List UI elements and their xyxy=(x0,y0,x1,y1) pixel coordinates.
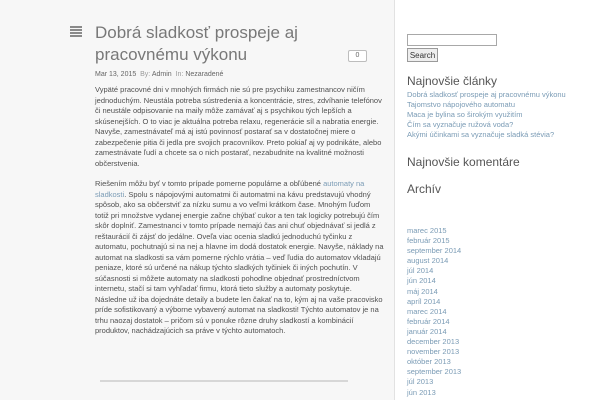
archive-link[interactable]: august 2014 xyxy=(407,256,449,266)
recent-posts-list xyxy=(407,90,587,140)
post-in-label: In: xyxy=(175,71,184,78)
sidebar xyxy=(395,0,600,400)
archive-link[interactable]: júl 2013 xyxy=(407,377,434,387)
archive-link[interactable]: február 2015 xyxy=(407,236,450,246)
archive-link[interactable]: marec 2014 xyxy=(407,306,447,316)
recent-comments-title: Najnovšie komentáre xyxy=(407,155,520,169)
archive-link[interactable]: október 2013 xyxy=(407,357,451,367)
post-paragraph-2-start: Riešením môžu byť v tomto prípade pomerne populárne a obľúbené xyxy=(95,179,321,188)
post-title[interactable]: Dobrá sladkosť prospeje aj pracovnému výkonu xyxy=(95,23,298,64)
recent-post-link[interactable]: Dobrá sladkosť prospeje aj pracovnému výkonu xyxy=(407,90,566,99)
inline-product-link[interactable]: automaty na sladkosti xyxy=(95,179,365,199)
archive-link[interactable]: máj 2014 xyxy=(407,286,438,296)
post-paragraph-2 xyxy=(95,179,385,337)
search-input[interactable] xyxy=(407,34,497,46)
archive-link[interactable]: september 2013 xyxy=(407,367,462,377)
post-paragraph-1: Vypäté pracovné dni v mnohých firmách nie sú pre psychiku zamestnancov ničím jednoduchým. Neustála potreba sústredenia a koncentrácie, stres, zdvíhanie telefónov či neustále odpisovanie na maily môže zamávať aj s psychikou tých lepších a skúsenejších. O to viac je aktuálna potreba relaxu, regenerácie síl a nabratia energie. Navyše, zamestnávateľ má aj istú povinnosť postarať sa v dostatočnej miere o zabezpečenie pitia či jedla pre svojich pracovníkov. Preto pokiaľ aj vy podnikáte, alebo zamestnávate ľudí a chcete sa o nich postarať, nezabudnite na kvalitné možnosti občerstvenia. xyxy=(95,85,382,168)
archive-link[interactable]: apríl 2014 xyxy=(407,296,441,306)
archive-link[interactable]: jún 2013 xyxy=(407,387,436,397)
archive-link[interactable]: jún 2014 xyxy=(407,276,436,286)
archive-link[interactable]: september 2014 xyxy=(407,246,462,256)
archive-link[interactable]: február 2014 xyxy=(407,316,450,326)
archive-link[interactable]: január 2014 xyxy=(407,326,447,336)
post-divider xyxy=(100,380,348,382)
archive-link[interactable]: marec 2015 xyxy=(407,226,447,235)
archive-link[interactable]: november 2013 xyxy=(407,347,460,357)
recent-post-link[interactable]: Tajomstvo nápojového automatu xyxy=(407,100,515,109)
post-body xyxy=(95,85,385,347)
recent-posts-title: Najnovšie články xyxy=(407,74,498,88)
archive-list xyxy=(407,226,461,398)
archive-title: Archív xyxy=(407,182,442,196)
post-by-label: By: xyxy=(140,71,151,78)
post-date: Mar 13, 2015 xyxy=(95,71,137,78)
archive-link[interactable]: júl 2014 xyxy=(407,266,434,276)
recent-post-link[interactable]: Čím sa vyznačuje ružová voda? xyxy=(407,120,514,129)
recent-post-link[interactable]: Maca je bylina so širokým využitím xyxy=(407,110,523,119)
post-paragraph-2-rest: . Spolu s nápojovými automatmi či automatmi na kávu predstavujú vhodný spôsob, ako sa občerstviť za nízku sumu a vo veľmi krátkom čase. Mnohým ľuďom totiž pri množstve vydanej energie začne chýbať cukor a ten tak logicky potrebujú čím skôr doplniť. Zamestnanci v tomto prípade nemajú čas ani chuť objednávať si jedlá z reštaurácií či zájsť do jedálne. Oveľa viac ocenia sladkú jednoduchú tyčinku z automatu, pochutnajú si na nej a hlavne im dodá dostatok energie. Navyše, náklady na automat na sladkosti sa vám pomerne rýchlo vrátia – veď ľudia do automatov vkladajú peniaze, ktoré sú určené na nákup týchto sladkých tyčiniek či iných pochutín. V súčasnosti si môžete automaty na sladkosti pohodlne objednať prostredníctvom internetu, stačí si tam vyhľadať firmu, ktorá tieto služby a automaty poskytuje. Následne už iba dojednáte detaily a budete len čakať na to, kým aj na vaše pracovisko príde sofistikovaný a výborne vybavený automat na sladkosti! Týchto automatov je na trhu naozaj dostatok – pričom sú v ponuke rôzne druhy sladkostí a kombinácií produktov, nachádzajúcich sa práve v týchto automatoch. xyxy=(95,189,384,335)
archive-link[interactable]: december 2013 xyxy=(407,337,460,347)
comment-count-badge[interactable]: 0 xyxy=(348,50,367,62)
post-author-link[interactable]: Admin xyxy=(151,71,172,78)
post-category-link[interactable]: Nezaradené xyxy=(185,71,224,78)
search-button[interactable]: Search xyxy=(407,48,438,62)
post-meta xyxy=(95,70,223,79)
recent-post-link[interactable]: Akými účinkami sa vyznačuje sladká stévia? xyxy=(407,130,555,139)
post-format-icon xyxy=(70,26,82,38)
